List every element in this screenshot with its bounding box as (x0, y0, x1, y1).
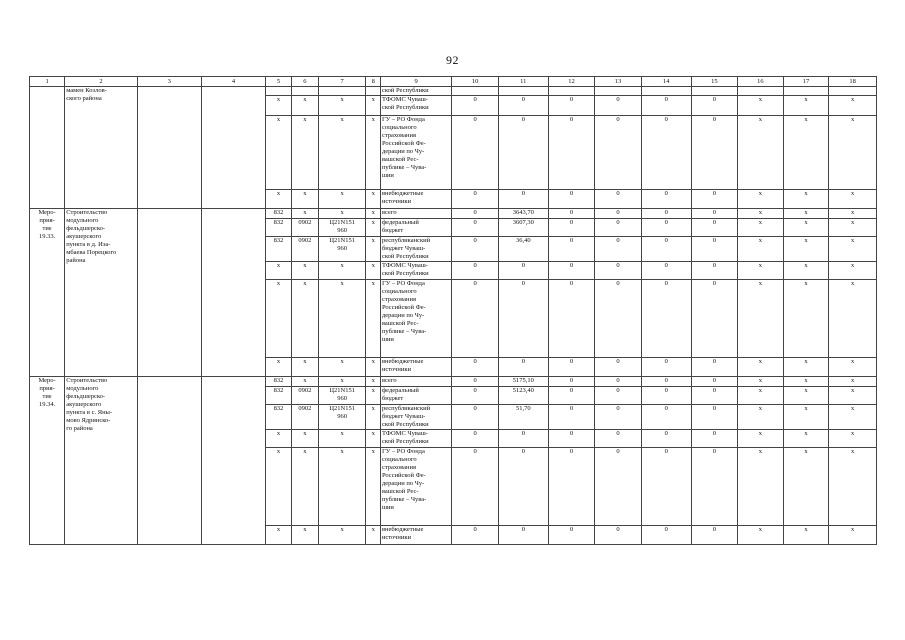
block-1-row-2-col-17: х (783, 405, 829, 430)
blank-col-3 (137, 87, 201, 209)
block-1-row-0-col-5: 832 (266, 377, 292, 387)
block-1-row-3-col-14: 0 (641, 430, 691, 448)
cont-row-2-col-14: 0 (641, 116, 691, 190)
cont-row-0-col-11 (498, 87, 548, 96)
block-1-row-1-col-8: х (366, 387, 380, 405)
block-0-row-5-col-11: 0 (498, 358, 548, 377)
block-0-row-4-col-8: х (366, 280, 380, 358)
block-0-row-0-col-7: х (318, 209, 366, 219)
block-1-row-4-col-14: 0 (641, 448, 691, 526)
block-0-row-0-col-17: х (783, 209, 829, 219)
block-1-row-2-col-10: 0 (452, 405, 499, 430)
cont-row-3-col-16: х (738, 190, 784, 209)
cont-row-3-col-5: х (266, 190, 292, 209)
cont-row-3-col-9: внебюджетные источники (380, 190, 451, 209)
block-1-row-3-col-12: 0 (548, 430, 595, 448)
block-0-row-1-col-12: 0 (548, 219, 595, 237)
block-1-row-1-col-11: 5123,40 (498, 387, 548, 405)
column-header-5: 5 (266, 77, 292, 87)
cont-row-0-col-7 (318, 87, 366, 96)
block-1-row-5-col-12: 0 (548, 526, 595, 545)
block-0-row-3-col-6: х (291, 262, 318, 280)
cont-row-2-col-7: х (318, 116, 366, 190)
block-0-row-4-col-9: ГУ – РО Фонда социального страхования Российской Фе- дерации по Чу- вашской Рес- публике – Чува- шии (380, 280, 451, 358)
cont-row-0-col-6 (291, 87, 318, 96)
block-1-row-3-col-9: ТФОМС Чуваш- ской Республики (380, 430, 451, 448)
block-0-row-2-col-10: 0 (452, 237, 499, 262)
block-1-row-0-col-9: всего (380, 377, 451, 387)
block-0-row-5-col-7: х (318, 358, 366, 377)
block-0-row-5-col-9: внебюджетные источники (380, 358, 451, 377)
cont-row-2-col-6: х (291, 116, 318, 190)
column-header-2: 2 (65, 77, 137, 87)
column-header-13: 13 (595, 77, 642, 87)
block-0-row-2-col-11: 36,40 (498, 237, 548, 262)
block-1-row-4-col-18: х (829, 448, 877, 526)
block-0-row-1-col-5: 832 (266, 219, 292, 237)
block-0-row-0-col-5: 832 (266, 209, 292, 219)
cont-row-3-col-10: 0 (452, 190, 499, 209)
block-1-row-5-col-6: х (291, 526, 318, 545)
block-0-row-5-col-16: х (738, 358, 784, 377)
block-0-row-0-col-10: 0 (452, 209, 499, 219)
block-0-row-1-col-10: 0 (452, 219, 499, 237)
block-0-row-4-col-5: х (266, 280, 292, 358)
cont-row-2-col-12: 0 (548, 116, 595, 190)
block-1-row-5-col-11: 0 (498, 526, 548, 545)
cont-row-0-col-15 (691, 87, 738, 96)
block-0-row-0-col-13: 0 (595, 209, 642, 219)
column-header-7: 7 (318, 77, 366, 87)
cont-row-3-col-18: х (829, 190, 877, 209)
cont-row-1-col-11: 0 (498, 96, 548, 116)
column-header-8: 8 (366, 77, 380, 87)
block-1-row-0-col-15: 0 (691, 377, 738, 387)
cont-row-0-col-10 (452, 87, 499, 96)
column-header-1: 1 (30, 77, 65, 87)
column-header-15: 15 (691, 77, 738, 87)
blank-col-4 (201, 87, 265, 209)
measure-name-cell: мамен Козлов- ского района (65, 87, 137, 209)
block-1-row-5-col-15: 0 (691, 526, 738, 545)
block-1-row-3-col-8: х (366, 430, 380, 448)
block-1-row-2-col-11: 51,70 (498, 405, 548, 430)
block-1-row-4-col-15: 0 (691, 448, 738, 526)
column-header-9: 9 (380, 77, 451, 87)
table-row (30, 377, 877, 387)
block-1-row-0-col-12: 0 (548, 377, 595, 387)
cont-row-2-col-8: х (366, 116, 380, 190)
block-0-row-0-col-16: х (738, 209, 784, 219)
cont-row-2-col-15: 0 (691, 116, 738, 190)
measure-number-cell: Меро- прия- тие 19.33. (30, 209, 65, 377)
block-1-row-4-col-13: 0 (595, 448, 642, 526)
block-1-row-3-col-18: х (829, 430, 877, 448)
block-0-row-4-col-15: 0 (691, 280, 738, 358)
block-1-row-1-col-6: 0902 (291, 387, 318, 405)
block-1-row-0-col-14: 0 (641, 377, 691, 387)
block-0-row-2-col-17: х (783, 237, 829, 262)
blank-col-4 (201, 377, 265, 545)
block-1-row-0-col-10: 0 (452, 377, 499, 387)
block-0-row-1-col-8: х (366, 219, 380, 237)
block-0-row-0-col-8: х (366, 209, 380, 219)
block-0-row-5-col-12: 0 (548, 358, 595, 377)
block-1-row-1-col-10: 0 (452, 387, 499, 405)
block-1-row-0-col-6: х (291, 377, 318, 387)
block-0-row-0-col-11: 3643,70 (498, 209, 548, 219)
block-1-row-2-col-16: х (738, 405, 784, 430)
cont-row-2-col-11: 0 (498, 116, 548, 190)
cont-row-3-col-14: 0 (641, 190, 691, 209)
block-1-row-2-col-14: 0 (641, 405, 691, 430)
block-1-row-3-col-11: 0 (498, 430, 548, 448)
block-0-row-0-col-15: 0 (691, 209, 738, 219)
block-1-row-2-col-6: 0902 (291, 405, 318, 430)
block-1-row-4-col-16: х (738, 448, 784, 526)
block-0-row-5-col-8: х (366, 358, 380, 377)
block-1-row-4-col-8: х (366, 448, 380, 526)
block-1-row-4-col-12: 0 (548, 448, 595, 526)
block-1-row-5-col-16: х (738, 526, 784, 545)
column-header-17: 17 (783, 77, 829, 87)
column-header-16: 16 (738, 77, 784, 87)
block-0-row-2-col-15: 0 (691, 237, 738, 262)
block-1-row-1-col-18: х (829, 387, 877, 405)
block-1-row-3-col-16: х (738, 430, 784, 448)
block-0-row-5-col-14: 0 (641, 358, 691, 377)
block-0-row-3-col-11: 0 (498, 262, 548, 280)
block-0-row-2-col-8: х (366, 237, 380, 262)
column-header-3: 3 (137, 77, 201, 87)
measure-name-cell: Строительство модульного фельдшерско- акушерского пункта в с. Яны- мово Ядринско- го района (65, 377, 137, 545)
measure-number-cell: Меро- прия- тие 19.34. (30, 377, 65, 545)
cont-row-0-col-8 (366, 87, 380, 96)
cont-row-2-col-16: х (738, 116, 784, 190)
block-1-row-3-col-17: х (783, 430, 829, 448)
block-1-row-5-col-7: х (318, 526, 366, 545)
cont-row-3-col-7: х (318, 190, 366, 209)
column-header-18: 18 (829, 77, 877, 87)
block-0-row-2-col-12: 0 (548, 237, 595, 262)
cont-row-1-col-5: х (266, 96, 292, 116)
cont-row-0-col-14 (641, 87, 691, 96)
cont-row-3-col-12: 0 (548, 190, 595, 209)
block-0-row-3-col-16: х (738, 262, 784, 280)
cont-row-1-col-15: 0 (691, 96, 738, 116)
block-0-row-3-col-18: х (829, 262, 877, 280)
cont-row-1-col-17: х (783, 96, 829, 116)
cont-row-0-col-5 (266, 87, 292, 96)
block-1-row-5-col-8: х (366, 526, 380, 545)
block-0-row-5-col-13: 0 (595, 358, 642, 377)
block-1-row-3-col-10: 0 (452, 430, 499, 448)
block-1-row-2-col-5: 832 (266, 405, 292, 430)
column-header-12: 12 (548, 77, 595, 87)
block-0-row-4-col-18: х (829, 280, 877, 358)
block-0-row-1-col-7: Ц21N151 960 (318, 219, 366, 237)
block-1-row-2-col-13: 0 (595, 405, 642, 430)
block-0-row-1-col-11: 3607,30 (498, 219, 548, 237)
block-1-row-2-col-18: х (829, 405, 877, 430)
block-1-row-5-col-10: 0 (452, 526, 499, 545)
cont-row-3-col-8: х (366, 190, 380, 209)
block-0-row-2-col-14: 0 (641, 237, 691, 262)
block-0-row-4-col-13: 0 (595, 280, 642, 358)
table-row (30, 209, 877, 219)
cont-row-0-col-9: ской Республики (380, 87, 451, 96)
block-1-row-1-col-16: х (738, 387, 784, 405)
cont-row-0-col-17 (783, 87, 829, 96)
block-0-row-5-col-18: х (829, 358, 877, 377)
block-1-row-4-col-17: х (783, 448, 829, 526)
block-0-row-4-col-11: 0 (498, 280, 548, 358)
cont-row-2-col-13: 0 (595, 116, 642, 190)
block-0-row-4-col-6: х (291, 280, 318, 358)
block-0-row-0-col-12: 0 (548, 209, 595, 219)
cont-row-2-col-17: х (783, 116, 829, 190)
block-0-row-1-col-18: х (829, 219, 877, 237)
block-1-row-0-col-16: х (738, 377, 784, 387)
block-0-row-3-col-9: ТФОМС Чуваш- ской Республики (380, 262, 451, 280)
block-0-row-4-col-16: х (738, 280, 784, 358)
column-header-14: 14 (641, 77, 691, 87)
block-0-row-3-col-17: х (783, 262, 829, 280)
cont-row-3-col-15: 0 (691, 190, 738, 209)
column-number-header-row (30, 77, 877, 87)
block-0-row-5-col-5: х (266, 358, 292, 377)
block-1-row-5-col-17: х (783, 526, 829, 545)
block-0-row-5-col-15: 0 (691, 358, 738, 377)
block-0-row-5-col-6: х (291, 358, 318, 377)
block-0-row-3-col-13: 0 (595, 262, 642, 280)
column-header-10: 10 (452, 77, 499, 87)
block-1-row-0-col-7: х (318, 377, 366, 387)
block-0-row-3-col-10: 0 (452, 262, 499, 280)
cont-row-2-col-18: х (829, 116, 877, 190)
cont-row-1-col-14: 0 (641, 96, 691, 116)
block-0-row-3-col-12: 0 (548, 262, 595, 280)
block-0-row-4-col-7: х (318, 280, 366, 358)
cont-row-0-col-12 (548, 87, 595, 96)
measure-cell (30, 87, 65, 209)
block-0-row-1-col-14: 0 (641, 219, 691, 237)
cont-row-1-col-6: х (291, 96, 318, 116)
block-0-row-2-col-18: х (829, 237, 877, 262)
blank-col-4 (201, 209, 265, 377)
cont-row-1-col-10: 0 (452, 96, 499, 116)
block-1-row-3-col-6: х (291, 430, 318, 448)
cont-row-1-col-7: х (318, 96, 366, 116)
block-0-row-3-col-7: х (318, 262, 366, 280)
block-0-row-2-col-5: 832 (266, 237, 292, 262)
cont-row-1-col-18: х (829, 96, 877, 116)
blank-col-3 (137, 209, 201, 377)
block-0-row-0-col-18: х (829, 209, 877, 219)
cont-row-3-col-11: 0 (498, 190, 548, 209)
block-1-row-1-col-13: 0 (595, 387, 642, 405)
block-0-row-4-col-14: 0 (641, 280, 691, 358)
block-1-row-5-col-18: х (829, 526, 877, 545)
block-0-row-3-col-8: х (366, 262, 380, 280)
cont-row-0-col-16 (738, 87, 784, 96)
block-0-row-2-col-6: 0902 (291, 237, 318, 262)
block-0-row-2-col-16: х (738, 237, 784, 262)
block-0-row-0-col-14: 0 (641, 209, 691, 219)
cont-row-3-col-17: х (783, 190, 829, 209)
cont-row-3-col-6: х (291, 190, 318, 209)
block-0-row-4-col-12: 0 (548, 280, 595, 358)
block-1-row-5-col-9: внебюджетные источники (380, 526, 451, 545)
block-1-row-2-col-15: 0 (691, 405, 738, 430)
block-1-row-5-col-13: 0 (595, 526, 642, 545)
block-1-row-4-col-9: ГУ – РО Фонда социального страхования Российской Фе- дерации по Чу- вашской Рес- публике – Чува- шии (380, 448, 451, 526)
block-1-row-1-col-15: 0 (691, 387, 738, 405)
cont-row-2-col-5: х (266, 116, 292, 190)
cont-row-0-col-13 (595, 87, 642, 96)
cont-row-2-col-9: ГУ – РО Фонда социального страхования Российской Фе- дерации по Чу- вашской Рес- публике – Чува- шии (380, 116, 451, 190)
block-0-row-1-col-17: х (783, 219, 829, 237)
block-0-row-0-col-6: х (291, 209, 318, 219)
cont-row-3-col-13: 0 (595, 190, 642, 209)
cont-row-1-col-16: х (738, 96, 784, 116)
block-0-row-5-col-17: х (783, 358, 829, 377)
block-1-row-0-col-11: 5175,10 (498, 377, 548, 387)
block-1-row-1-col-9: федеральный бюджет (380, 387, 451, 405)
page-number: 92 (446, 53, 459, 67)
block-1-row-3-col-7: х (318, 430, 366, 448)
block-1-row-2-col-7: Ц21N151 960 (318, 405, 366, 430)
block-1-row-4-col-6: х (291, 448, 318, 526)
block-0-row-5-col-10: 0 (452, 358, 499, 377)
column-header-6: 6 (291, 77, 318, 87)
blank-col-3 (137, 377, 201, 545)
cont-row-1-col-9: ТФОМС Чуваш- ской Республики (380, 96, 451, 116)
block-1-row-4-col-7: х (318, 448, 366, 526)
block-1-row-3-col-13: 0 (595, 430, 642, 448)
block-1-row-0-col-13: 0 (595, 377, 642, 387)
column-header-11: 11 (498, 77, 548, 87)
block-0-row-1-col-9: федеральный бюджет (380, 219, 451, 237)
cont-row-1-col-12: 0 (548, 96, 595, 116)
block-0-row-1-col-15: 0 (691, 219, 738, 237)
block-0-row-3-col-14: 0 (641, 262, 691, 280)
cont-row-0-col-18 (829, 87, 877, 96)
block-1-row-1-col-14: 0 (641, 387, 691, 405)
block-0-row-0-col-9: всего (380, 209, 451, 219)
block-1-row-4-col-10: 0 (452, 448, 499, 526)
block-0-row-4-col-17: х (783, 280, 829, 358)
block-1-row-1-col-5: 832 (266, 387, 292, 405)
block-1-row-5-col-14: 0 (641, 526, 691, 545)
column-header-4: 4 (201, 77, 265, 87)
block-0-row-1-col-16: х (738, 219, 784, 237)
block-1-row-2-col-9: республиканский бюджет Чуваш- ской Республики (380, 405, 451, 430)
block-1-row-2-col-12: 0 (548, 405, 595, 430)
block-1-row-1-col-7: Ц21N151 960 (318, 387, 366, 405)
block-1-row-0-col-8: х (366, 377, 380, 387)
program-financing-table (29, 76, 877, 545)
cont-row-2-col-10: 0 (452, 116, 499, 190)
block-1-row-1-col-12: 0 (548, 387, 595, 405)
block-0-row-4-col-10: 0 (452, 280, 499, 358)
measure-name-cell: Строительство модульного фельдшерско- акушерского пункта в д. Иза- мбаева Порецкого района (65, 209, 137, 377)
block-0-row-2-col-13: 0 (595, 237, 642, 262)
table-row (30, 87, 877, 96)
cont-row-1-col-13: 0 (595, 96, 642, 116)
block-0-row-3-col-5: х (266, 262, 292, 280)
block-0-row-3-col-15: 0 (691, 262, 738, 280)
block-1-row-0-col-18: х (829, 377, 877, 387)
block-1-row-2-col-8: х (366, 405, 380, 430)
block-1-row-4-col-11: 0 (498, 448, 548, 526)
block-1-row-5-col-5: х (266, 526, 292, 545)
block-0-row-2-col-9: республиканский бюджет Чуваш- ской Республики (380, 237, 451, 262)
block-0-row-1-col-6: 0902 (291, 219, 318, 237)
cont-row-1-col-8: х (366, 96, 380, 116)
block-1-row-0-col-17: х (783, 377, 829, 387)
block-0-row-2-col-7: Ц21N151 960 (318, 237, 366, 262)
block-1-row-4-col-5: х (266, 448, 292, 526)
block-1-row-3-col-5: х (266, 430, 292, 448)
block-1-row-3-col-15: 0 (691, 430, 738, 448)
block-0-row-1-col-13: 0 (595, 219, 642, 237)
block-1-row-1-col-17: х (783, 387, 829, 405)
